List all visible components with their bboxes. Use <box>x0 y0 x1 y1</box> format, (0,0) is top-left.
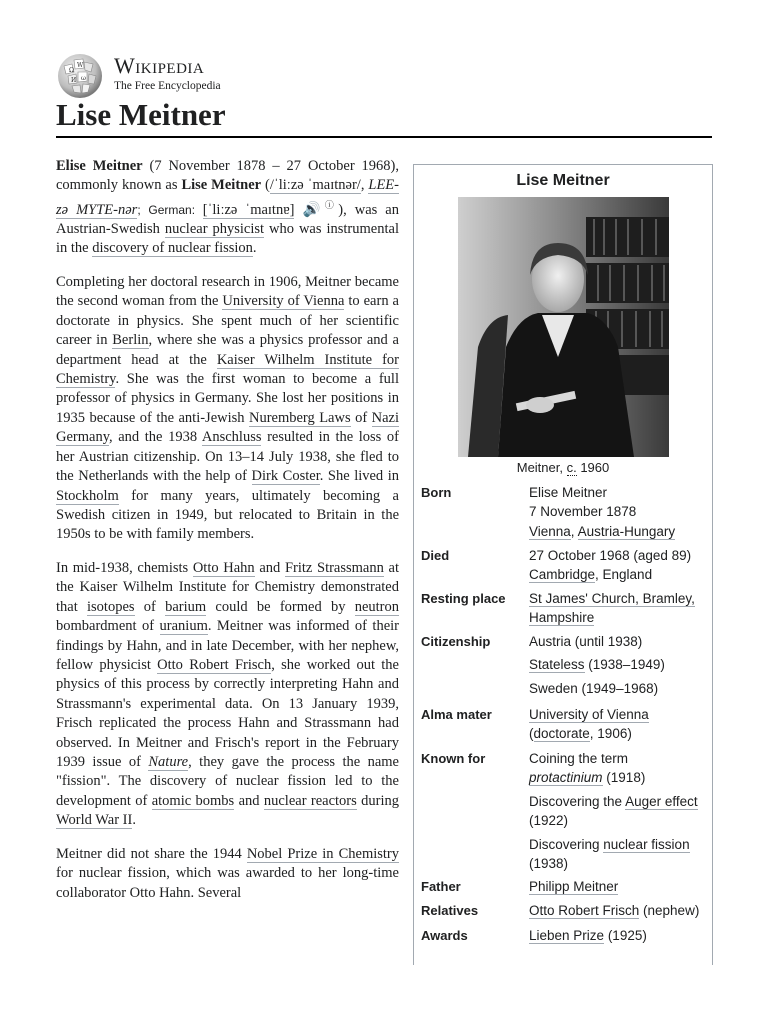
citizenship-stateless <box>529 655 709 674</box>
link-nuclear-reactors[interactable]: nuclear reactors <box>263 792 357 809</box>
link-vienna[interactable]: Vienna <box>529 523 571 539</box>
link-university-of-vienna[interactable]: University of Vienna <box>222 293 345 310</box>
link-philipp-meitner[interactable]: Philipp Meitner <box>529 879 619 894</box>
svg-text:ω: ω <box>81 75 86 82</box>
link-austria-hungary[interactable]: Austria-Hungary <box>577 523 676 539</box>
known-for-item-3-year: (1938) <box>529 856 569 872</box>
link-dirk-coster[interactable]: Dirk Coster <box>251 468 320 485</box>
died-date: 27 October 1968 (aged 89) <box>529 548 692 563</box>
text-span: bombardment of <box>56 618 160 635</box>
link-nuclear-fission[interactable]: nuclear fission <box>603 836 690 852</box>
text-span: (1938–1949) <box>584 657 665 673</box>
text-span: , and the 1938 <box>109 429 202 446</box>
born-place <box>529 522 709 541</box>
link-barium[interactable]: barium <box>165 598 207 615</box>
ipa-pronunciation-link[interactable]: /ˈliːzə ˈmaɪtnər/ <box>269 177 361 194</box>
link-atomic-bombs[interactable]: atomic bombs <box>151 792 235 809</box>
born-date: 7 November 1878 <box>529 504 637 520</box>
text-span: for many years, ultimately becoming a Swedish citizen in 1949, but relocated to Britain in the 1950s to be with family members. <box>56 487 399 543</box>
link-nobel-prize-in-chemistry[interactable]: Nobel Prize in Chemistry <box>246 845 400 862</box>
bold-common-name: Lise Meitner <box>181 177 262 194</box>
article-body <box>56 157 399 917</box>
text-span: (nephew) <box>639 903 700 918</box>
link-isotopes[interactable]: isotopes <box>87 598 135 615</box>
text-span: Completing her doctoral research in 1906, Meitner became the second woman from the <box>56 274 399 310</box>
citizenship-austria: Austria (until 1938) <box>529 634 643 649</box>
value-relatives <box>529 901 709 920</box>
link-st-james-church[interactable]: St James' Church, Bramley, <box>529 591 695 606</box>
text-span: , they gave the process the name "fission". The discovery of nuclear fission led to the development of <box>56 753 399 809</box>
text-span: resulted in the loss of her Austrian citizenship. On 13–14 July 1938, she fled to the Netherlands with the help of <box>56 429 399 485</box>
text-span: . <box>132 812 136 829</box>
svg-text:W: W <box>77 62 84 69</box>
known-for-item-3 <box>529 835 709 854</box>
article-paragraph-1 <box>56 157 399 259</box>
svg-text:Ω: Ω <box>69 67 74 74</box>
link-discovery-of-nuclear-fission[interactable]: discovery of nuclear fission <box>92 240 253 257</box>
label-born: Born <box>421 485 452 500</box>
link-protactinium[interactable]: protactinium <box>529 770 603 786</box>
link-world-war-ii[interactable]: World War II <box>56 812 133 829</box>
link-fritz-strassmann[interactable]: Fritz Strassmann <box>284 559 384 576</box>
text-span: ( <box>529 726 534 742</box>
text-span: Meitner, <box>516 460 567 475</box>
article-paragraph-2 <box>56 273 399 545</box>
label-awards: Awards <box>421 928 468 943</box>
text-span: (1918) <box>602 770 646 786</box>
text-span: , England <box>595 567 653 583</box>
text-span: for nuclear fission, which was awarded to her long-time collaborator Otto Hahn. Several <box>56 865 399 901</box>
wikipedia-header <box>56 52 712 96</box>
text-span: In mid-1938, chemists <box>56 559 193 576</box>
value-citizenship <box>529 632 709 698</box>
title-divider <box>56 136 712 138</box>
circa-abbreviation: c. <box>566 460 577 475</box>
label-relatives: Relatives <box>421 903 479 918</box>
wikipedia-tagline: The Free Encyclopedia <box>114 80 221 92</box>
link-neutron[interactable]: neutron <box>354 598 399 615</box>
text-span: (7 November 1878 – 27 October 1968), commonly known as <box>56 158 399 194</box>
label-resting-place: Resting place <box>421 591 506 606</box>
known-for-item-2-year: (1922) <box>529 813 569 829</box>
text-span: , <box>360 177 369 194</box>
link-otto-robert-frisch[interactable]: Otto Robert Frisch <box>157 656 272 673</box>
german-ipa-link[interactable]: [ˈliːzə ˈmaɪtnɐ] <box>202 201 295 218</box>
value-known-for <box>529 749 709 873</box>
label-known-for: Known for <box>421 751 486 766</box>
audio-info-icon[interactable]: ⓘ <box>324 199 339 210</box>
text-span: ), was an Austrian-Swedish <box>56 201 399 238</box>
link-lieben-prize[interactable]: Lieben Prize <box>529 928 605 943</box>
text-span: , she worked out the physics of this process by correctly interpreting Hahn and Strassmann's experimental data. On 13 January 1939, Frisch replicated the process Hahn and Strassmann had observed. In Meitner and Frisch's report in the February 1939 issue of <box>56 656 399 770</box>
text-span: Discovering the <box>529 793 626 809</box>
link-auger-effect[interactable]: Auger effect <box>625 793 698 809</box>
text-span: . She was the first woman to become a full professor of physics in Germany. She lost her positions in 1935 because of the anti-Jewish <box>56 371 399 426</box>
text-span: who was instrumental in the <box>56 221 399 257</box>
text-span: . She lived in <box>319 468 399 485</box>
wikipedia-wordmark[interactable]: Wikipedia <box>114 53 205 78</box>
value-awards <box>529 926 709 945</box>
link-doctorate[interactable]: doctorate <box>533 726 590 742</box>
link-otto-robert-frisch-infobox[interactable]: Otto Robert Frisch <box>529 903 640 918</box>
link-hampshire[interactable]: Hampshire <box>529 610 595 626</box>
text-span: Discovering <box>529 836 604 852</box>
link-otto-hahn[interactable]: Otto Hahn <box>192 559 255 576</box>
svg-text:И: И <box>71 77 77 84</box>
link-nuclear-physicist[interactable]: nuclear physicist <box>164 221 265 238</box>
article-paragraph-4 <box>56 845 399 903</box>
bold-name: Elise Meitner <box>56 158 143 174</box>
value-father <box>529 877 709 896</box>
link-university-of-vienna-infobox[interactable]: University of Vienna <box>529 707 649 722</box>
text-span: to earn a doctorate in physics. She spent much of her scientific career in <box>56 293 399 349</box>
respelling-link[interactable]: LEE-zə MYTE-nər <box>56 177 399 218</box>
link-cambridge[interactable]: Cambridge <box>529 567 596 583</box>
label-citizenship: Citizenship <box>421 634 491 649</box>
text-span: ( <box>261 177 270 194</box>
article-paragraph-3 <box>56 559 399 831</box>
text-span: of <box>350 409 372 426</box>
label-died: Died <box>421 548 450 563</box>
text-span: , where she was a physics professor and a department head at the <box>56 332 399 368</box>
link-berlin[interactable]: Berlin <box>112 332 149 349</box>
value-born <box>529 483 709 541</box>
link-nazi-germany[interactable]: Nazi Germany <box>56 409 399 446</box>
value-resting-place <box>529 589 709 628</box>
link-anschluss[interactable]: Anschluss <box>201 429 262 446</box>
german-label: ; German: <box>137 202 203 217</box>
text-span: , <box>570 523 578 539</box>
citizenship-sweden: Sweden (1949–1968) <box>529 680 659 696</box>
page-title: Lise Meitner <box>56 97 226 132</box>
link-stateless[interactable]: Stateless <box>529 657 585 673</box>
text-span: at the Kaiser Wilhelm Institute for Chemistry demonstrated that <box>56 559 400 615</box>
link-uranium[interactable]: uranium <box>159 618 208 635</box>
link-kaiser-wilhelm-institute[interactable]: Kaiser Wilhelm Institute for Chemistry <box>56 351 399 388</box>
text-span: and <box>254 559 285 576</box>
label-alma-mater: Alma mater <box>421 707 492 722</box>
text-span: during <box>356 792 399 809</box>
text-span: of <box>134 598 166 615</box>
wikipedia-globe-icon[interactable] <box>56 52 104 100</box>
text-span: and <box>234 792 264 809</box>
link-nature[interactable]: Nature <box>148 753 189 770</box>
text-span: 1960 <box>576 460 610 475</box>
value-alma-mater <box>529 705 709 744</box>
link-nuremberg-laws[interactable]: Nuremberg Laws <box>248 409 351 426</box>
text-span: could be formed by <box>206 598 355 615</box>
known-for-item-2 <box>529 792 709 811</box>
link-stockholm[interactable]: Stockholm <box>56 487 119 504</box>
born-name: Elise Meitner <box>529 485 608 500</box>
known-for-item-1: Coining the term <box>529 751 629 766</box>
value-died <box>529 546 709 585</box>
label-father: Father <box>421 879 461 894</box>
text-span: Meitner did not share the 1944 <box>56 845 247 862</box>
infobox <box>413 164 713 965</box>
text-span: . Meitner was informed of their findings by Hahn, and in late December, with her nephew, fellow physicist <box>56 618 399 673</box>
text-span: , 1906) <box>589 726 632 742</box>
text-span: (1925) <box>604 928 647 943</box>
text-span: . <box>252 240 257 257</box>
portrait-photo[interactable] <box>458 197 669 457</box>
died-place <box>529 565 709 584</box>
speaker-icon[interactable]: 🔊 <box>302 201 325 218</box>
portrait-caption <box>414 458 712 477</box>
infobox-title: Lise Meitner <box>516 172 610 189</box>
